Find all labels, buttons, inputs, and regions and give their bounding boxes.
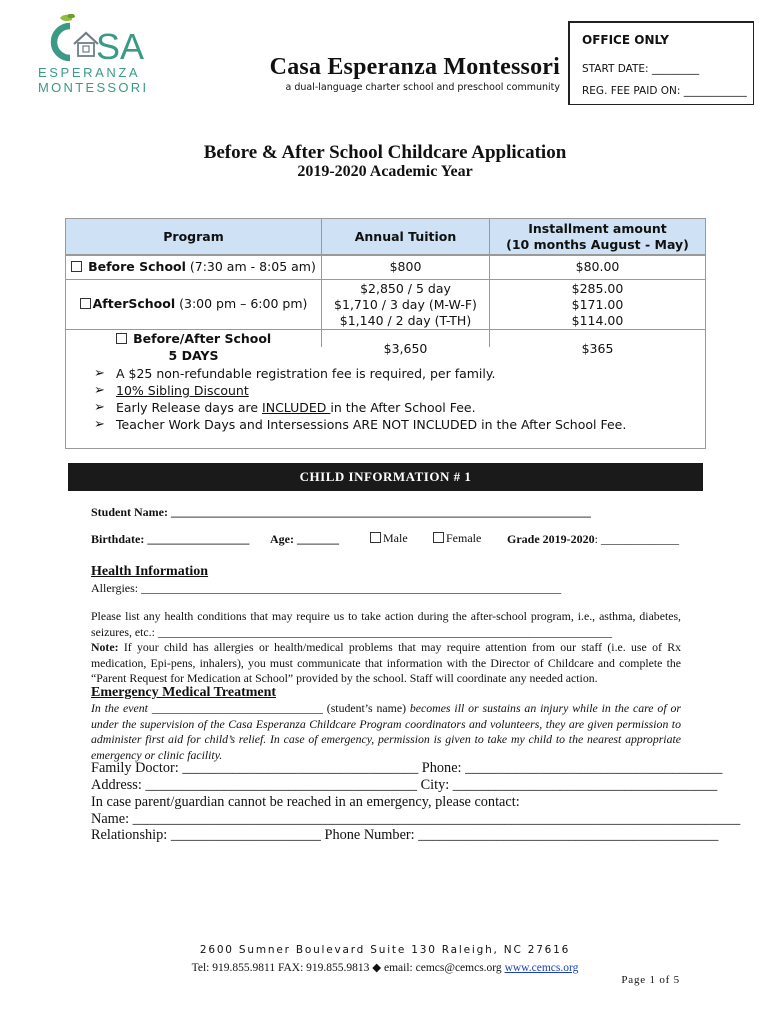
school-tagline: a dual-language charter school and preschool community — [285, 82, 560, 93]
address-field[interactable]: Address: ______________________________________ City: _____________________________________ — [91, 777, 718, 793]
footer-address: 2600 Sumner Boulevard Suite 130 Raleigh, NC 27616 — [199, 944, 571, 956]
page-number: Page 1 of 5 — [621, 974, 680, 986]
contact-name-field[interactable]: Name: _____________________________________________________________________________________ — [91, 811, 741, 827]
grade-field[interactable]: Grade 2019-2020: _____________ — [507, 532, 679, 546]
male-checkbox[interactable] — [370, 532, 381, 543]
health-note: Note: If your child has allergies or health/medical problems that may require attention from our staff (i.e. use of Rx medication, Epi-pens, inhalers), you must communicate that information with the Director of Childcare and complete the “Parent Request for Medication at School” provided by the school. Staff will coordinate any needed action. — [91, 640, 681, 685]
emergency-paragraph: In the event _____________________________ (student’s name) becomes ill or sustains an injury while in the care of or under the supervision of the Casa Esperanza Childcare Program coordinators and volunteers, they are given permission to administer first aid for child’s relief. In case of emergency, permission is given to take my child to the nearest appropriate emergency or clinic facility. — [91, 701, 681, 762]
annual-after-3day: $1,710 / 3 day (M-W-F) — [334, 297, 477, 312]
before-school-checkbox[interactable] — [71, 261, 82, 272]
office-only-box — [568, 21, 754, 105]
child-info-bar: CHILD INFORMATION # 1 — [68, 463, 703, 491]
install-after-2day: $114.00 — [571, 313, 624, 328]
application-title: Before & After School Childcare Application — [203, 142, 567, 163]
arrow-bullet-icon: ➢ — [94, 417, 105, 432]
col-installment-2: (10 months August - May) — [506, 237, 689, 252]
health-conditions-paragraph: Please list any health conditions that may require us to take action during the after-school program, i.e., asthma, diabetes, seizures, etc.: _____________________________________________________________________________ — [91, 609, 681, 639]
program-before-after-days: 5 DAYS — [168, 348, 219, 363]
health-heading: Health Information — [91, 564, 209, 579]
female-checkbox[interactable] — [433, 532, 444, 543]
tuition-notes — [94, 365, 626, 433]
casa-logo-mark — [34, 14, 146, 66]
school-logo — [34, 14, 149, 96]
install-before-school: $80.00 — [575, 259, 620, 274]
logo-sa-text: SA — [96, 26, 145, 66]
col-installment-1: Installment amount — [528, 221, 667, 236]
arrow-bullet-icon: ➢ — [94, 383, 105, 398]
academic-year: 2019-2020 Academic Year — [297, 163, 473, 180]
col-program: Program — [163, 229, 224, 244]
annual-after-5day: $2,850 / 5 day — [360, 281, 451, 296]
female-option[interactable]: Female — [433, 531, 481, 546]
arrow-bullet-icon: ➢ — [94, 366, 105, 381]
note-early-release: ➢ Early Release days are INCLUDED in the After School Fee. — [94, 400, 476, 415]
program-before-school[interactable]: Before School (7:30 am - 8:05 am) — [66, 259, 321, 275]
note-teacher-workdays: ➢ Teacher Work Days and Intersessions ARE NOT INCLUDED in the After School Fee. — [94, 417, 627, 432]
after-school-checkbox[interactable] — [80, 298, 91, 309]
family-doctor-field[interactable]: Family Doctor: _________________________________ Phone: ____________________________________ — [91, 760, 723, 776]
before-after-checkbox[interactable] — [116, 333, 127, 344]
emergency-heading: Emergency Medical Treatment — [91, 685, 277, 700]
age-field[interactable]: Age: _______ — [270, 532, 339, 546]
footer-contact: Tel: 919.855.9811 FAX: 919.855.9813 ◆ email: cemcs@cemcs.org www.cemcs.org — [191, 962, 579, 974]
program-after-school[interactable]: AfterSchool (3:00 pm – 6:00 pm) — [66, 296, 321, 312]
birthdate-field[interactable]: Birthdate: _________________ — [91, 532, 250, 546]
annual-before-after: $3,650 — [383, 341, 428, 356]
logo-montessori: MONTESSORI — [38, 80, 149, 95]
annual-after-2day: $1,140 / 2 day (T-TH) — [339, 313, 472, 328]
school-name: Casa Esperanza Montessori — [269, 54, 560, 80]
relationship-field[interactable]: Relationship: _____________________ Phone Number: __________________________________________ — [91, 827, 719, 843]
website-link[interactable]: www.cemcs.org — [504, 962, 579, 974]
install-after-5day: $285.00 — [571, 281, 624, 296]
allergies-field[interactable]: Allergies: ______________________________________________________________________ — [91, 581, 562, 595]
arrow-bullet-icon: ➢ — [94, 400, 105, 415]
tuition-table — [65, 218, 706, 449]
col-annual-tuition: Annual Tuition — [354, 229, 457, 244]
install-before-after: $365 — [581, 341, 614, 356]
program-before-after[interactable]: Before/After School — [66, 331, 321, 347]
emergency-contact-instruction: In case parent/guardian cannot be reached in an emergency, please contact: — [91, 794, 520, 810]
office-only-title: OFFICE ONLY — [582, 33, 669, 47]
logo-esperanza: ESPERANZA — [38, 65, 141, 80]
reg-fee-field[interactable]: REG. FEE PAID ON: ____________ — [582, 85, 747, 97]
install-after-3day: $171.00 — [571, 297, 624, 312]
student-name-blank[interactable]: _____________________________ — [151, 701, 323, 715]
note-registration-fee: ➢ A $25 non-refundable registration fee is required, per family. — [94, 366, 496, 381]
note-sibling-discount: ➢ 10% Sibling Discount — [94, 383, 249, 398]
student-name-field[interactable]: Student Name: ______________________________________________________________________ — [91, 505, 591, 519]
annual-before-school: $800 — [389, 259, 422, 274]
start-date-field[interactable]: START DATE: _________ — [582, 63, 700, 75]
male-option[interactable]: Male — [370, 531, 408, 546]
